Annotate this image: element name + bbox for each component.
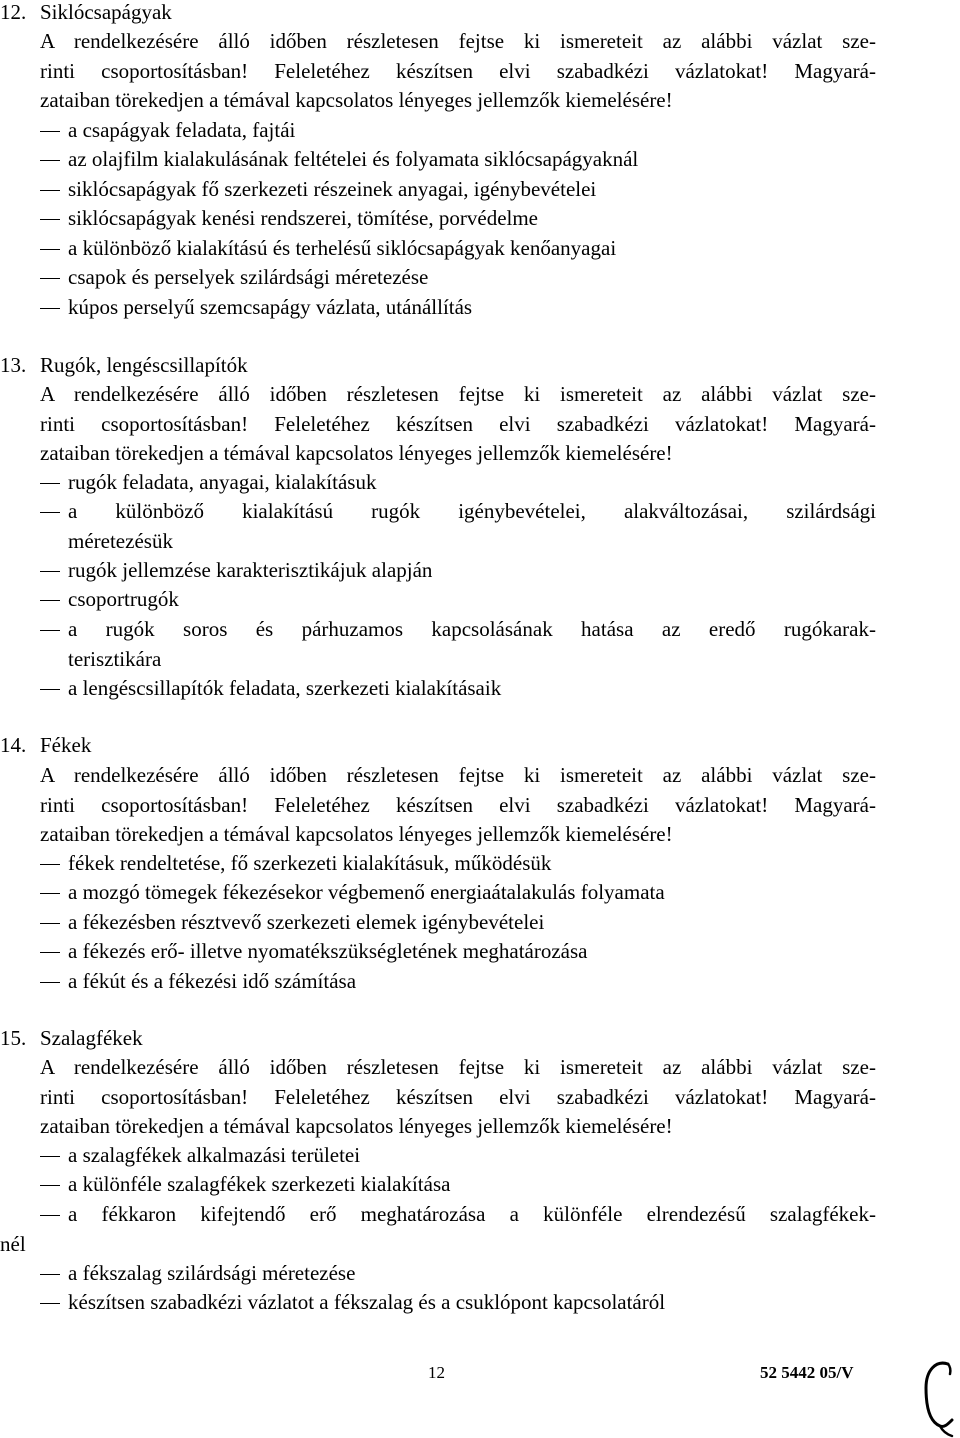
dash-icon bbox=[40, 190, 60, 191]
dash-icon bbox=[40, 571, 60, 572]
section-intro bbox=[40, 1053, 876, 1142]
intro-line: A rendelkezésére álló időben részletesen fejtse ki ismereteit az alábbi vázlat sze- bbox=[40, 29, 876, 53]
list-item: rugók feladata, anyagai, kialakításuk bbox=[40, 468, 876, 498]
section-title: Fékek bbox=[40, 733, 92, 757]
list-item: kúpos perselyű szemcsapágy vázlata, utánállítás bbox=[40, 293, 876, 323]
list-item: a fékszalag szilárdsági méretezése bbox=[40, 1259, 876, 1289]
intro-line: zataiban törekedjen a témával kapcsolatos lényeges jellemzők kiemelésére! bbox=[40, 1114, 673, 1138]
dash-icon bbox=[40, 483, 60, 484]
section-title: Szalagfékek bbox=[40, 1026, 143, 1050]
intro-line: A rendelkezésére álló időben részletesen fejtse ki ismereteit az alábbi vázlat sze- bbox=[40, 382, 876, 406]
section-intro bbox=[40, 27, 876, 116]
dash-icon bbox=[40, 278, 60, 279]
intro-line: zataiban törekedjen a témával kapcsolatos lényeges jellemzők kiemelésére! bbox=[40, 441, 673, 465]
intro-line: zataiban törekedjen a témával kapcsolatos lényeges jellemzők kiemelésére! bbox=[40, 88, 673, 112]
dash-icon bbox=[40, 131, 60, 132]
list-item: a fékezés erő- illetve nyomatékszükségletének meghatározása bbox=[40, 937, 876, 967]
list-item: a fékkaron kifejtendő erő meghatározása a különféle elrendezésű szalagfékek- nél bbox=[0, 1202, 876, 1256]
dash-icon bbox=[40, 219, 60, 220]
section-heading bbox=[0, 351, 248, 381]
dash-icon bbox=[40, 1303, 60, 1304]
list-item: rugók jellemzése karakterisztikájuk alapján bbox=[40, 556, 876, 586]
dash-icon bbox=[40, 893, 60, 894]
list-item: a fékezésben résztvevő szerkezeti elemek igénybevételei bbox=[40, 908, 876, 938]
section-number: 13. bbox=[0, 353, 27, 377]
list-item: a lengéscsillapítók feladata, szerkezeti kialakításaik bbox=[40, 674, 876, 704]
dash-icon bbox=[40, 308, 60, 309]
list-item: a rugók soros és párhuzamos kapcsolásának hatása az eredő rugókarak- terisztikára bbox=[40, 615, 876, 674]
section-number: 15. bbox=[0, 1026, 27, 1050]
dash-icon bbox=[40, 630, 60, 631]
dash-icon bbox=[40, 952, 60, 953]
list-item: fékek rendeltetése, fő szerkezeti kialakításuk, működésük bbox=[40, 849, 876, 879]
dash-icon bbox=[40, 1274, 60, 1275]
intro-line: rinti csoportosításban! Feleletéhez készítsen elvi szabadkézi vázlatokat! Magyará- bbox=[40, 792, 876, 817]
dash-icon bbox=[40, 160, 60, 161]
intro-line: rinti csoportosításban! Feleletéhez készítsen elvi szabadkézi vázlatokat! Magyará- bbox=[40, 58, 876, 83]
list-item: a különböző kialakítású és terhelésű siklócsapágyak kenőanyagai bbox=[40, 234, 876, 264]
intro-line: zataiban törekedjen a témával kapcsolatos lényeges jellemzők kiemelésére! bbox=[40, 822, 673, 846]
dash-icon bbox=[40, 1215, 60, 1216]
dash-icon bbox=[40, 1156, 60, 1157]
dash-icon bbox=[40, 982, 60, 983]
section-title: Rugók, lengéscsillapítók bbox=[40, 353, 248, 377]
section-number: 14. bbox=[0, 733, 27, 757]
section-intro bbox=[40, 761, 876, 850]
section-heading bbox=[0, 0, 172, 28]
list-item: siklócsapágyak fő szerkezeti részeinek anyagai, igénybevételei bbox=[40, 175, 876, 205]
intro-line: A rendelkezésére álló időben részletesen fejtse ki ismereteit az alábbi vázlat sze- bbox=[40, 763, 876, 787]
list-item: a különféle szalagfékek szerkezeti kialakítása bbox=[40, 1170, 876, 1200]
dash-icon bbox=[40, 512, 60, 513]
list-item: az olajfilm kialakulásának feltételei és folyamata siklócsapágyaknál bbox=[40, 145, 876, 175]
list-item: készítsen szabadkézi vázlatot a fékszalag és a csuklópont kapcsolatáról bbox=[40, 1288, 876, 1318]
dash-icon bbox=[40, 923, 60, 924]
intro-line: rinti csoportosításban! Feleletéhez készítsen elvi szabadkézi vázlatokat! Magyará- bbox=[40, 411, 876, 436]
document-code: 52 5442 05/V bbox=[760, 1363, 854, 1382]
list-item: csapok és perselyek szilárdsági méretezése bbox=[40, 263, 876, 293]
page-number: 12 bbox=[428, 1363, 445, 1382]
section-title: Siklócsapágyak bbox=[40, 0, 172, 24]
list-item: a mozgó tömegek fékezésekor végbemenő energiaátalakulás folyamata bbox=[40, 878, 876, 908]
list-item: a fékút és a fékezési idő számítása bbox=[40, 967, 876, 997]
section-number: 12. bbox=[0, 0, 27, 24]
intro-line: rinti csoportosításban! Feleletéhez készítsen elvi szabadkézi vázlatokat! Magyará- bbox=[40, 1084, 876, 1109]
signature-mark bbox=[918, 1356, 958, 1438]
dash-icon bbox=[40, 864, 60, 865]
section-heading bbox=[0, 1024, 143, 1054]
section-intro bbox=[40, 380, 876, 469]
intro-line: A rendelkezésére álló időben részletesen fejtse ki ismereteit az alábbi vázlat sze- bbox=[40, 1055, 876, 1079]
dash-icon bbox=[40, 600, 60, 601]
dash-icon bbox=[40, 249, 60, 250]
list-item: csoportrugók bbox=[40, 585, 876, 615]
list-item: siklócsapágyak kenési rendszerei, tömítése, porvédelme bbox=[40, 204, 876, 234]
dash-icon bbox=[40, 689, 60, 690]
list-item: a csapágyak feladata, fajtái bbox=[40, 116, 876, 146]
list-item: a különböző kialakítású rugók igénybevételei, alakváltozásai, szilárdsági méretezésük bbox=[40, 497, 876, 556]
dash-icon bbox=[40, 1185, 60, 1186]
list-item: a szalagfékek alkalmazási területei bbox=[40, 1141, 876, 1171]
section-heading bbox=[0, 731, 91, 761]
